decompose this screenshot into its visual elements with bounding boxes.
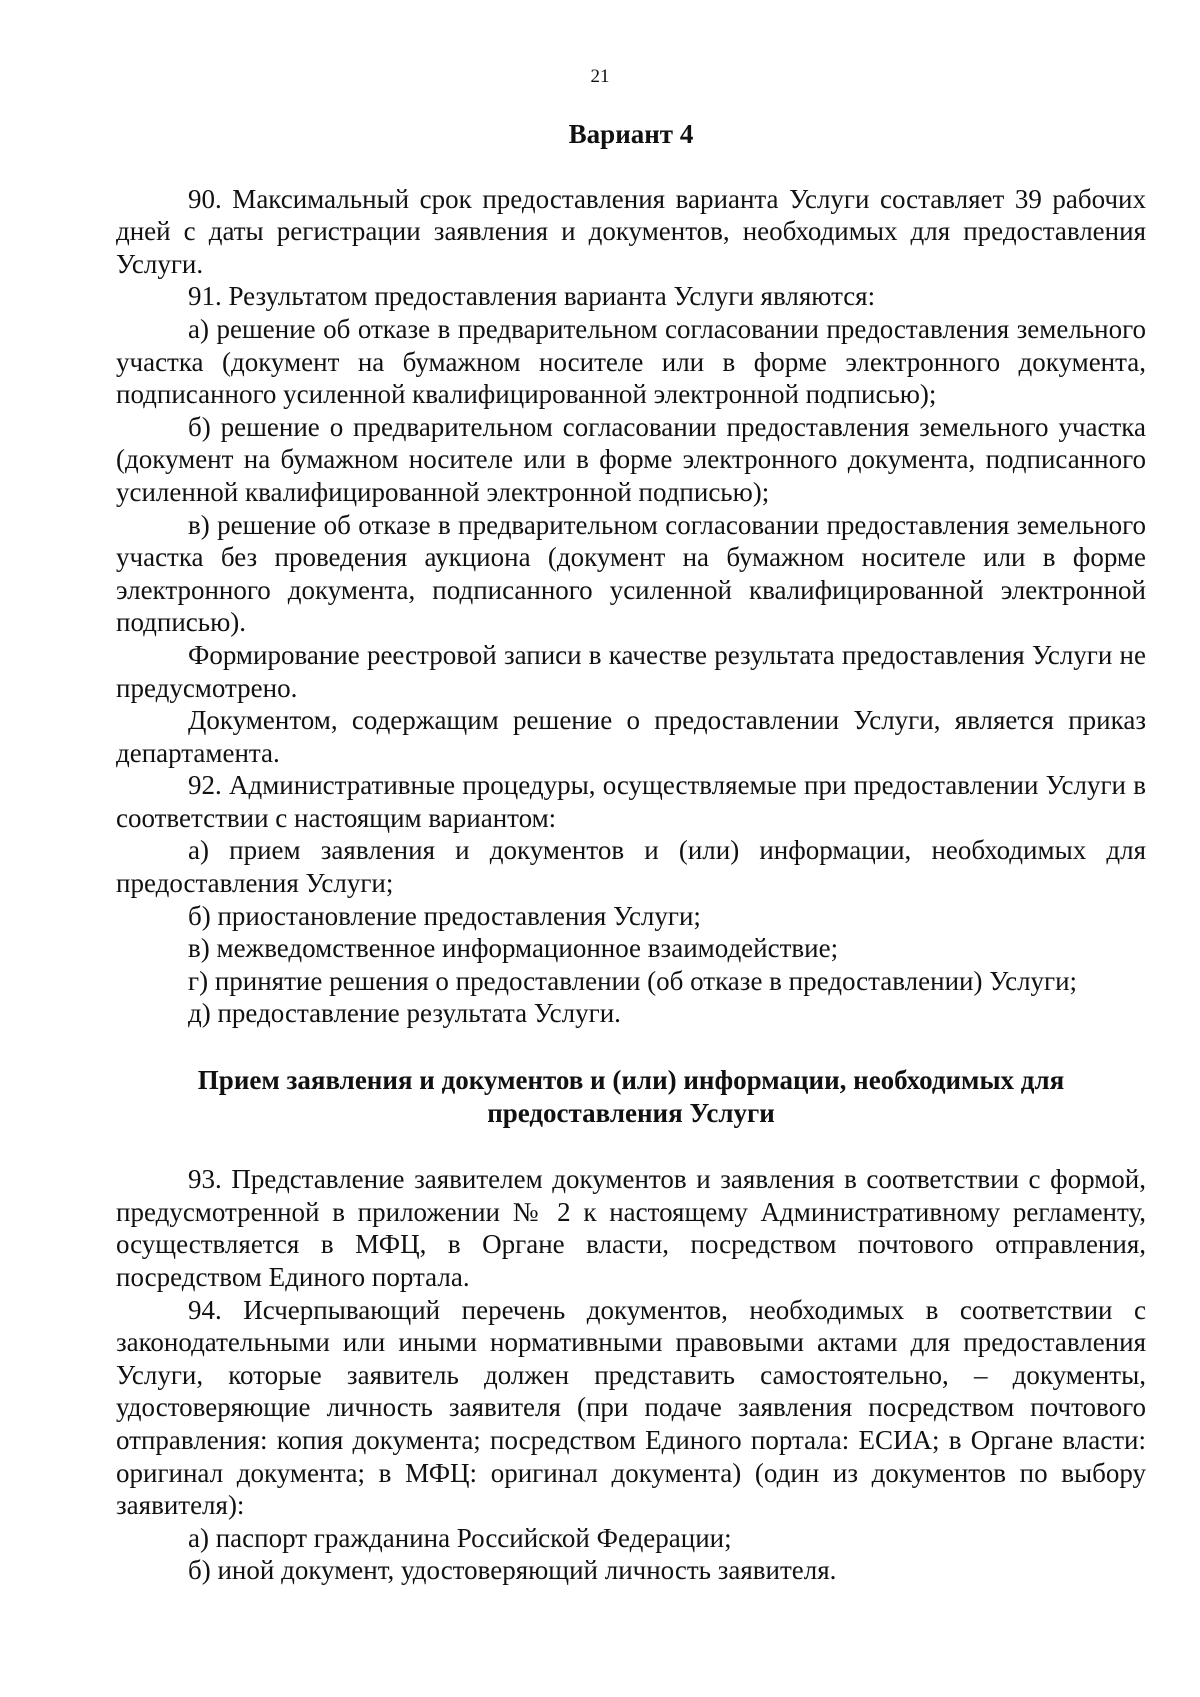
document-body [116, 118, 1146, 1587]
section-heading-line-1: Прием заявления и документов и (или) информации, необходимых для [197, 1065, 1065, 1096]
paragraph-91-v: в) решение об отказе в предварительном согласовании предоставления земельного участка без проведения аукциона (документ на бумажном носителе или в форме электронного документа, подписанного усиленной квалифицированной электронной подписью). [116, 509, 1146, 638]
paragraph-91-a: а) решение об отказе в предварительном согласовании предоставления земельного участка (документ на бумажном носителе или в форме электронного документа, подписанного усиленной квалифицированной электронной подписью); [116, 313, 1146, 410]
paragraph-registry-record: Формирование реестровой записи в качестве результата предоставления Услуги не предусмотрено. [116, 639, 1146, 703]
section-heading-line-2: предоставления Услуги [487, 1097, 775, 1128]
paragraph-92-a: а) прием заявления и документов и (или) информации, необходимых для предоставления Услуги; [116, 835, 1146, 899]
paragraph-92-v: в) межведомственное информационное взаимодействие; [188, 933, 839, 964]
page-number: 21 [590, 66, 610, 87]
heading-variant: Вариант 4 [568, 119, 694, 149]
paragraph-92-d: д) предоставление результата Услуги. [188, 998, 621, 1029]
paragraph-90: 90. Максимальный срок предоставления варианта Услуги составляет 39 рабочих дней с даты регистрации заявления и документов, необходимых для предоставления Услуги. [116, 183, 1146, 279]
paragraph-93: 93. Представление заявителем документов и заявления в соответствии с формой, предусмотренной в приложении № 2 к настоящему Административному регламенту, осуществляется в МФЦ, в Органе власти, посредством почтового отправления, посредством Единого портала. [116, 1164, 1146, 1292]
section-heading-application [116, 1064, 1146, 1129]
paragraph-92-g: г) принятие решения о предоставлении (об отказе в предоставлении) Услуги; [188, 965, 1078, 996]
paragraph-91-b: б) решение о предварительном согласовании предоставления земельного участка (документ на бумажном носителе или в форме электронного документа, подписанного усиленной квалифицированной электронной подписью); [116, 411, 1146, 507]
paragraph-94-a: а) паспорт гражданина Российской Федерации; [188, 1522, 732, 1553]
paragraph-94: 94. Исчерпывающий перечень документов, необходимых в соответствии с законодательными или иными нормативными правовыми актами для предоставления Услуги, которые заявитель должен представить самостоятельно, – документы, удостоверяющие личность заявителя (при подаче заявления посредством почтового отправления: копия документа; посредством Единого портала: ЕСИА; в Органе власти: оригинал документа; в МФЦ: оригинал документа) (один из документов по выбору заявителя): [116, 1294, 1146, 1521]
paragraph-94-b: б) иной документ, удостоверяющий личность заявителя. [188, 1555, 837, 1586]
paragraph-92: 92. Административные процедуры, осуществляемые при предоставлении Услуги в соответствии с настоящим вариантом: [116, 770, 1146, 833]
paragraph-91: 91. Результатом предоставления варианта Услуги являются: [188, 281, 876, 312]
paragraph-92-b: б) приостановление предоставления Услуги; [188, 900, 701, 931]
paragraph-decision-document: Документом, содержащим решение о предоставлении Услуги, является приказ департамента. [116, 705, 1146, 768]
